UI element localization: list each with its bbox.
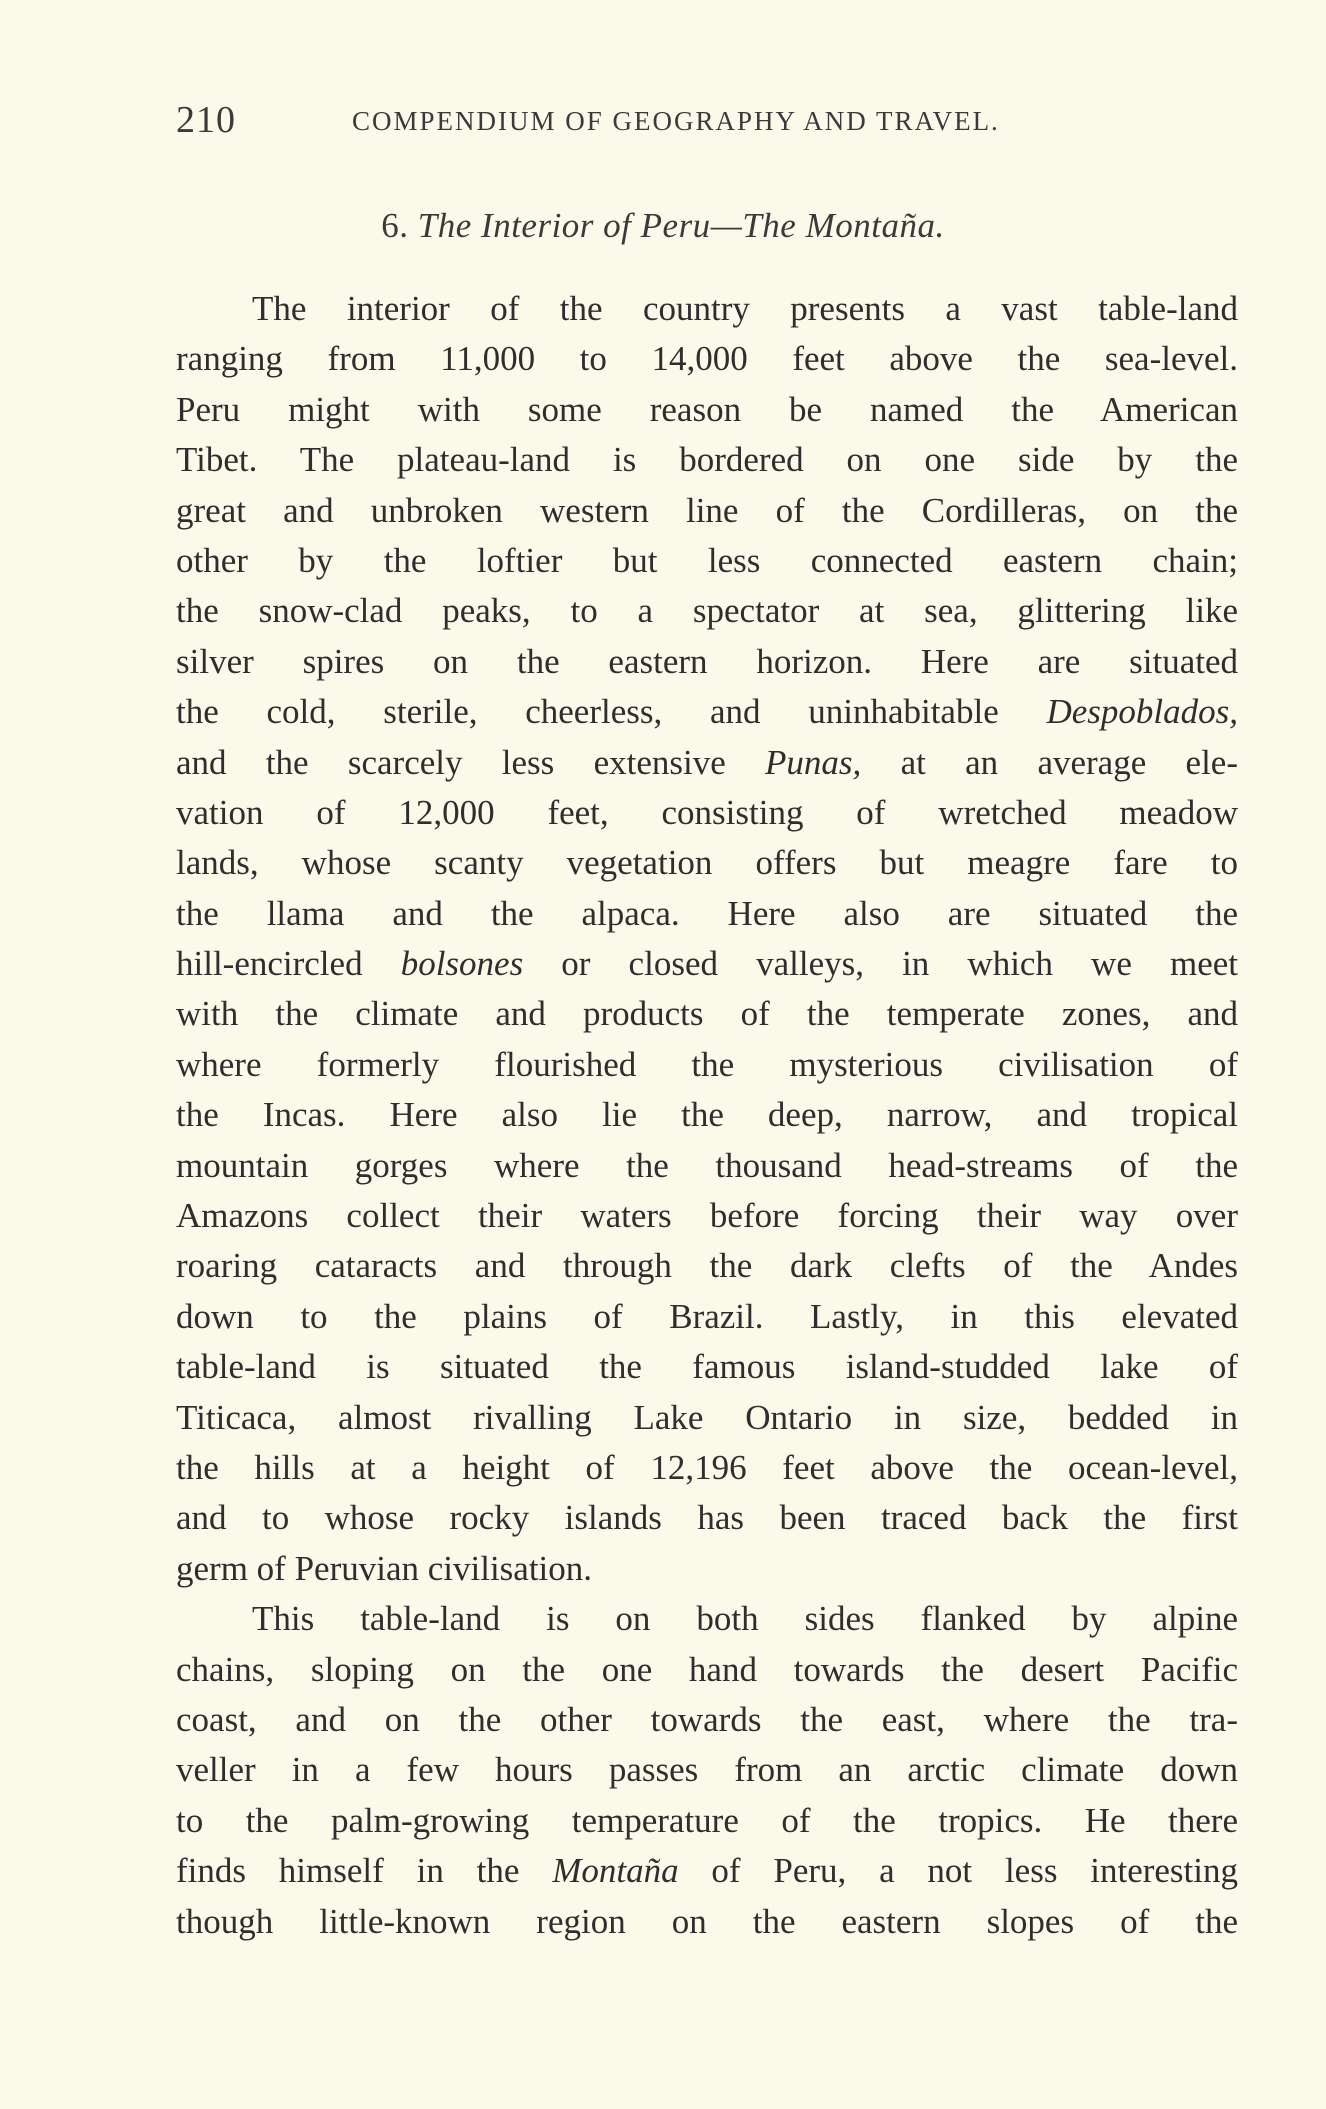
italic-term: bolsones xyxy=(400,944,524,984)
text-segment: the cold, sterile, cheerless, and uninhabitable xyxy=(176,692,1047,732)
italic-term: Punas, xyxy=(765,742,862,782)
text-line: other by the loftier but less connected eastern chain; xyxy=(176,540,1238,580)
text-line: coast, and on the other towards the east, where the tra- xyxy=(176,1699,1238,1739)
section-heading xyxy=(0,206,1326,246)
page-header xyxy=(176,98,1236,142)
text-line: Peru might with some reason be named the American xyxy=(176,389,1238,429)
text-line: the llama and the alpaca. Here also are situated the xyxy=(176,893,1238,933)
text-line: the hills at a height of 12,196 feet above the ocean-level, xyxy=(176,1447,1238,1487)
text-segment: finds himself in the xyxy=(176,1851,553,1891)
running-title: COMPENDIUM OF GEOGRAPHY AND TRAVEL. xyxy=(352,106,1000,136)
text-line: though little-known region on the eastern slopes of the xyxy=(176,1901,1238,1941)
page-number: 210 xyxy=(176,99,236,141)
text-line: vation of 12,000 feet, consisting of wretched meadow xyxy=(176,792,1238,832)
text-line: down to the plains of Brazil. Lastly, in this elevated xyxy=(176,1296,1238,1336)
text-line: lands, whose scanty vegetation offers but meagre fare to xyxy=(176,843,1238,883)
text-line: great and unbroken western line of the Cordilleras, on the xyxy=(176,490,1238,530)
italic-term: Despoblados, xyxy=(1046,692,1238,732)
text-line xyxy=(176,1846,1238,1896)
text-line xyxy=(176,939,1238,989)
text-line: chains, sloping on the one hand towards the desert Pacific xyxy=(176,1649,1238,1689)
text-line xyxy=(176,687,1238,737)
text-line: roaring cataracts and through the dark clefts of the Andes xyxy=(176,1246,1238,1286)
text-line: the Incas. Here also lie the deep, narrow, and tropical xyxy=(176,1095,1238,1135)
section-number: 6. xyxy=(381,206,409,245)
text-segment: of Peru, a not less interesting xyxy=(678,1851,1239,1891)
text-line: and to whose rocky islands has been traced back the first xyxy=(176,1498,1238,1538)
text-line: the snow-clad peaks, to a spectator at sea, glittering like xyxy=(176,591,1238,631)
text-line: with the climate and products of the temperate zones, and xyxy=(176,994,1238,1034)
text-line: Amazons collect their waters before forcing their way over xyxy=(176,1196,1238,1236)
section-title-part2: The Montaña. xyxy=(742,206,945,245)
text-line: ranging from 11,000 to 14,000 feet above the sea-level. xyxy=(176,339,1238,379)
text-line: This table-land is on both sides flanked by alpine xyxy=(252,1599,1238,1639)
text-line: mountain gorges where the thousand head-streams of the xyxy=(176,1145,1238,1185)
text-segment: and the scarcely less extensive xyxy=(176,742,766,782)
text-segment: hill-encircled xyxy=(176,944,401,984)
section-title-part1: The Interior of Peru xyxy=(417,206,711,245)
text-segment: or closed valleys, in which we meet xyxy=(523,944,1238,984)
text-line: Titicaca, almost rivalling Lake Ontario in size, bedded in xyxy=(176,1397,1238,1437)
section-title-dash: — xyxy=(710,206,743,245)
text-line: to the palm-growing temperature of the tropics. He there xyxy=(176,1800,1238,1840)
text-line: The interior of the country presents a vast table-land xyxy=(252,289,1238,328)
text-line: silver spires on the eastern horizon. Here are situated xyxy=(176,641,1238,681)
text-line: germ of Peruvian civilisation. xyxy=(176,1548,593,1588)
text-line: where formerly flourished the mysterious civilisation of xyxy=(176,1044,1238,1084)
text-line: veller in a few hours passes from an arctic climate down xyxy=(176,1750,1238,1790)
text-line: table-land is situated the famous island-studded lake of xyxy=(176,1347,1238,1387)
text-segment: at an average ele- xyxy=(861,742,1238,782)
text-line: Tibet. The plateau-land is bordered on one side by the xyxy=(176,440,1238,480)
italic-term: Montaña xyxy=(552,1851,679,1891)
text-line xyxy=(176,738,1238,788)
body-text xyxy=(176,284,1238,1947)
